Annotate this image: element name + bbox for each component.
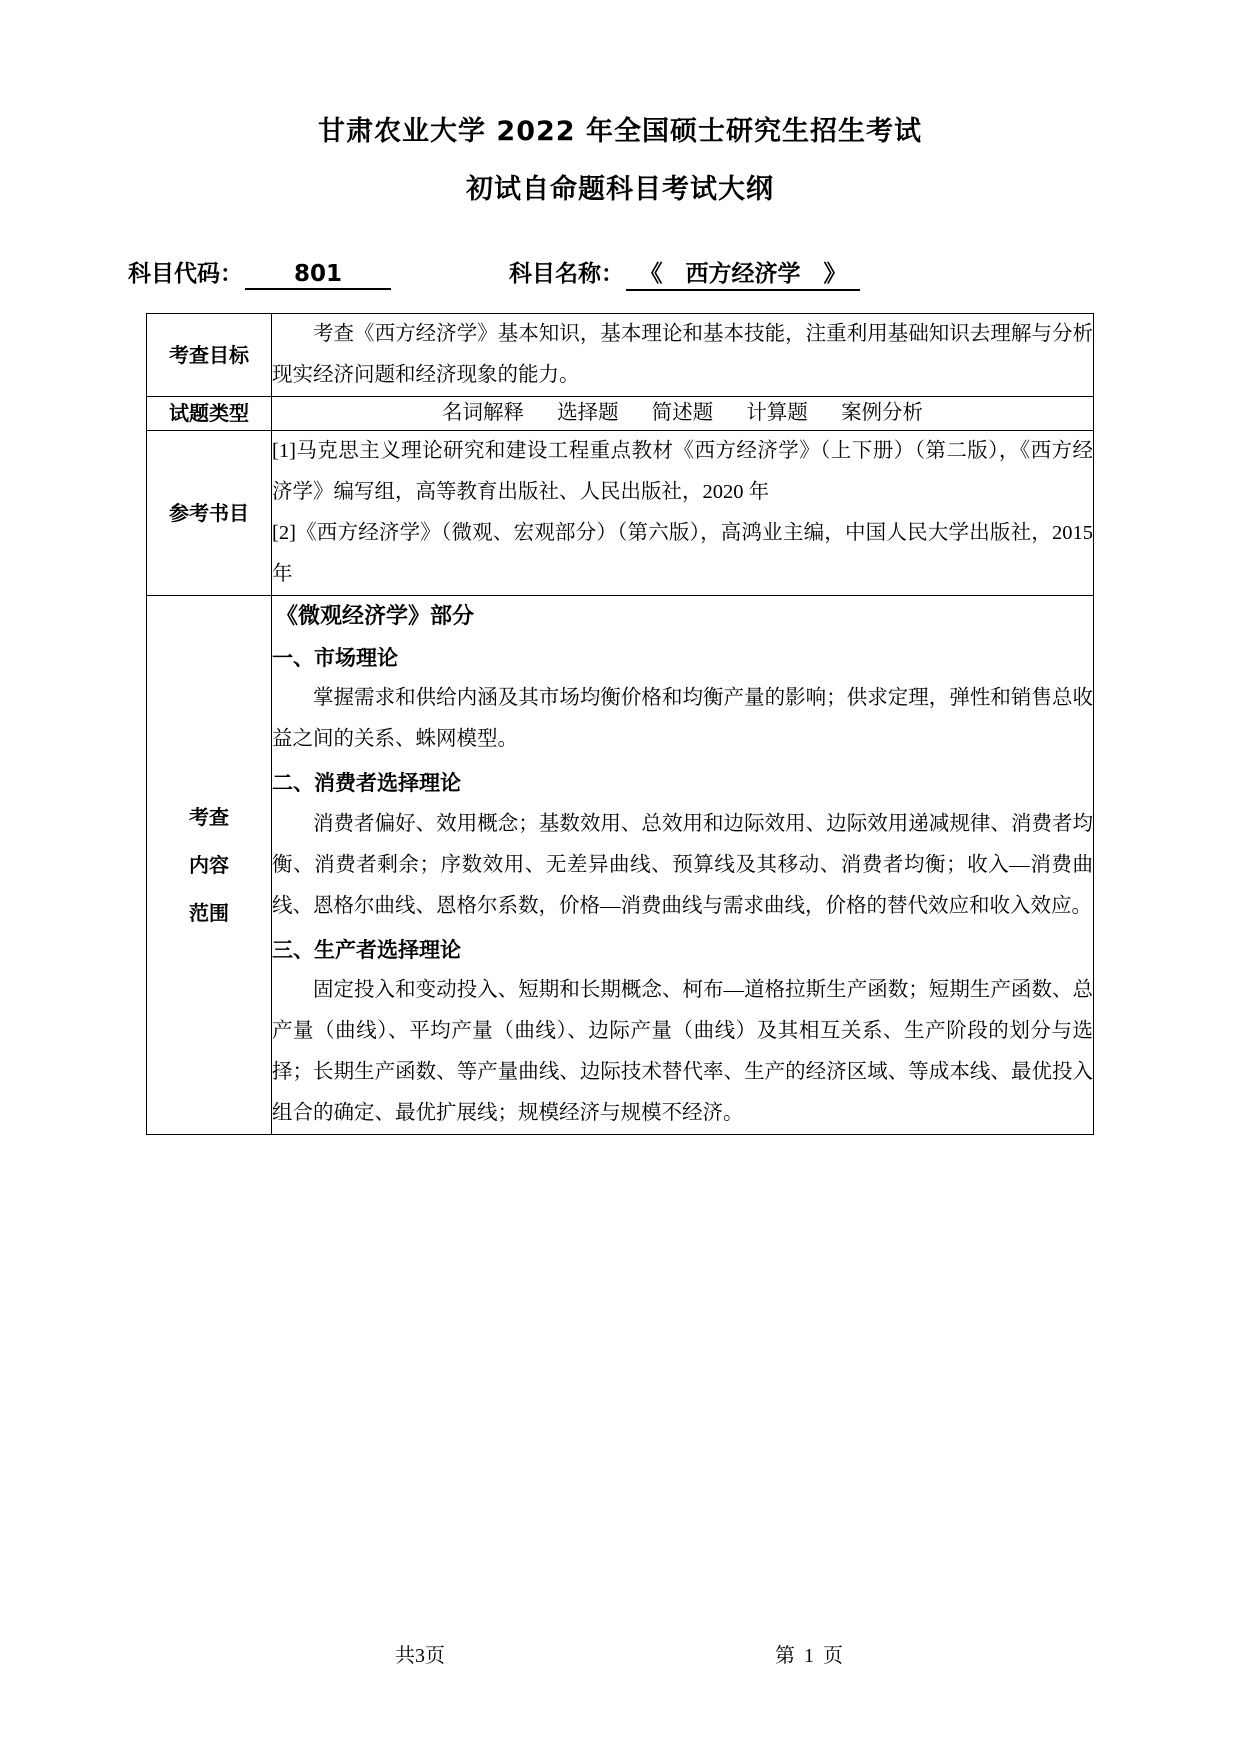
row-content-question-types — [272, 397, 1094, 431]
table-row-scope — [147, 595, 1094, 1134]
scope-section-body: 掌握需求和供给内涵及其市场均衡价格和均衡产量的影响；供求定理，弹性和销售总收益之间的关系、蛛网模型。 — [272, 687, 1093, 751]
document-title: 甘肃农业大学 2022 年全国硕士研究生招生考试 — [318, 116, 922, 147]
scope-section-heading: 二、消费者选择理论 — [272, 771, 461, 796]
scope-section-heading: 一、市场理论 — [272, 645, 398, 670]
question-type-item: 选择题 — [557, 402, 619, 424]
scope-label-line: 考查 — [189, 804, 229, 829]
question-type-item: 名词解释 — [442, 402, 524, 424]
question-type-item: 案例分析 — [841, 402, 923, 424]
scope-section-body: 消费者偏好、效用概念；基数效用、总效用和边际效用、边际效用递减规律、消费者均衡、消费者剩余；序数效用、无差异曲线、预算线及其移动、消费者均衡；收入—消费曲线、恩格尔曲线、恩格尔系数，价格—消费曲线与需求曲线，价格的替代效应和收入效应。 — [272, 812, 1093, 917]
document-header — [0, 0, 1240, 203]
subject-identifier-row — [0, 255, 1240, 291]
subject-name-label: 科目名称： — [509, 261, 624, 287]
scope-label-line: 内容 — [189, 852, 229, 877]
document-subtitle: 初试自命题科目考试大纲 — [466, 174, 774, 205]
table-row-question-types — [147, 397, 1094, 431]
row-label-goal: 考查目标 — [147, 314, 272, 397]
question-type-item: 计算题 — [746, 402, 808, 424]
row-label-scope — [147, 595, 272, 1134]
goal-text: 考查《西方经济学》基本知识，基本理论和基本技能，注重利用基础知识去理解与分析现实经济问题和经济现象的能力。 — [272, 323, 1093, 386]
row-content-scope — [272, 595, 1094, 1134]
scope-label-line: 范围 — [189, 900, 229, 925]
subject-code-value: 801 — [245, 261, 391, 290]
row-label-references: 参考书目 — [147, 430, 272, 595]
table-row-references — [147, 430, 1094, 595]
scope-section-body: 固定投入和变动投入、短期和长期概念、柯布—道格拉斯生产函数；短期生产函数、总产量（曲线）、平均产量（曲线）、边际产量（曲线）及其相互关系、生产阶段的划分与选择；长期生产函数、等产量曲线、边际技术替代率、生产的经济区域、等成本线、最优投入组合的确定、最优扩展线；规模经济与规模不经济。 — [272, 979, 1093, 1125]
subject-name-value: 《 西方经济学 》 — [626, 255, 860, 291]
row-content-goal — [272, 314, 1094, 397]
question-type-item: 简述题 — [651, 402, 714, 424]
reference-entry: [1]马克思主义理论研究和建设工程重点教材《西方经济学》（上下册）（第二版），《西方经济学》编写组，高等教育出版社、人民出版社，2020 年 — [272, 439, 1093, 503]
reference-entry: [2]《西方经济学》（微观、宏观部分）（第六版），高鸿业主编，中国人民大学出版社，2015 年 — [272, 521, 1093, 585]
footer-total-pages: 共3页 — [395, 1645, 445, 1667]
table-row-goal — [147, 314, 1094, 397]
subject-code-label: 科目代码： — [128, 261, 243, 287]
syllabus-table — [146, 313, 1094, 1135]
row-content-references — [272, 430, 1094, 595]
scope-section-heading: 三、生产者选择理论 — [272, 937, 461, 962]
page-footer — [0, 1639, 1240, 1668]
footer-page-number: 第 1 页 — [775, 1645, 845, 1667]
row-label-question-types: 试题类型 — [147, 397, 272, 431]
scope-part-title: 《微观经济学》部分 — [276, 603, 475, 629]
